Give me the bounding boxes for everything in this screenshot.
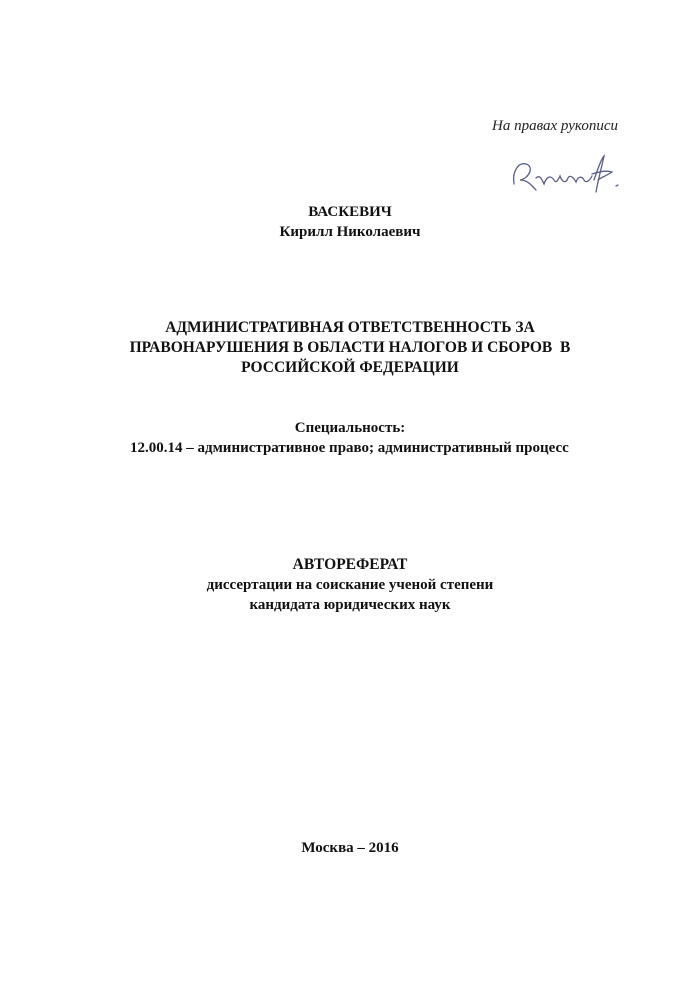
- abstract-heading: АВТОРЕФЕРАТ: [292, 556, 408, 573]
- title-line: ПРАВОНАРУШЕНИЯ В ОБЛАСТИ НАЛОГОВ И СБОРОВ В: [129, 339, 571, 356]
- rights-note: На правах рукописи: [492, 118, 618, 134]
- abstract-line-2: кандидата юридических наук: [249, 597, 451, 613]
- specialty-value: 12.00.14 – административное право; административный процесс: [130, 440, 569, 456]
- city-year: Москва – 2016: [301, 840, 399, 856]
- author-block: [0, 202, 700, 242]
- title-line: АДМИНИСТРАТИВНАЯ ОТВЕТСТВЕННОСТЬ ЗА: [165, 319, 535, 336]
- author-given-names: Кирилл Николаевич: [279, 224, 421, 240]
- specialty-label: Специальность:: [294, 420, 406, 436]
- dissertation-title: [0, 318, 700, 378]
- signature-icon: [506, 150, 626, 198]
- abstract-block: [0, 555, 700, 615]
- title-line: РОССИЙСКОЙ ФЕДЕРАЦИИ: [241, 359, 459, 376]
- author-surname: ВАСКЕВИЧ: [308, 204, 392, 220]
- abstract-line-1: диссертации на соискание ученой степени: [206, 577, 494, 593]
